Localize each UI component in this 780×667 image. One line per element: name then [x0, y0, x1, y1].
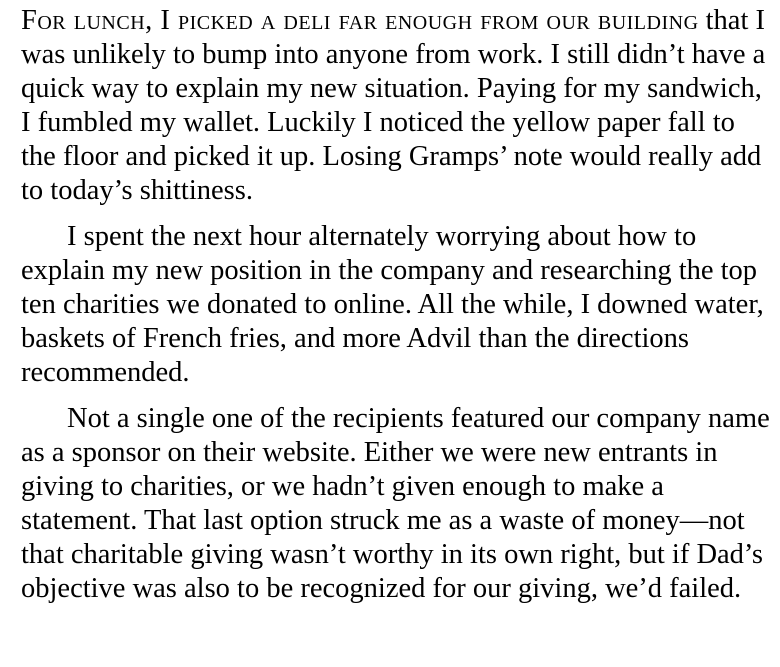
- paragraph-1: [21, 4, 774, 208]
- paragraph-2: I spent the next hour alternately worrying about how to explain my new position in the company and researching the top ten charities we donated to online. All the while, I downed water, baskets of French fries, and more Advil than the directions recommended.: [21, 221, 764, 388]
- paragraph-3: Not a single one of the recipients featured our company name as a sponsor on their website. Either we were new entrants in giving to charities, or we hadn’t given enough to make a statement. That last option struck me as a waste of money—not that charitable giving wasn’t worthy in its own right, but if Dad’s objective was also to be recognized for our giving, we’d failed.: [21, 403, 770, 604]
- paragraph-lead-in: For lunch, I picked a deli far enough from our building: [21, 5, 699, 36]
- paragraph-1-text: that I was unlikely to bump into anyone from work. I still didn’t have a quick way to explain my new situation. Paying for my sandwich, I fumbled my wallet. Luckily I noticed the yellow paper fall to the floor and picked it up. Losing Gramps’ note would really add to today’s shittiness.: [21, 5, 766, 206]
